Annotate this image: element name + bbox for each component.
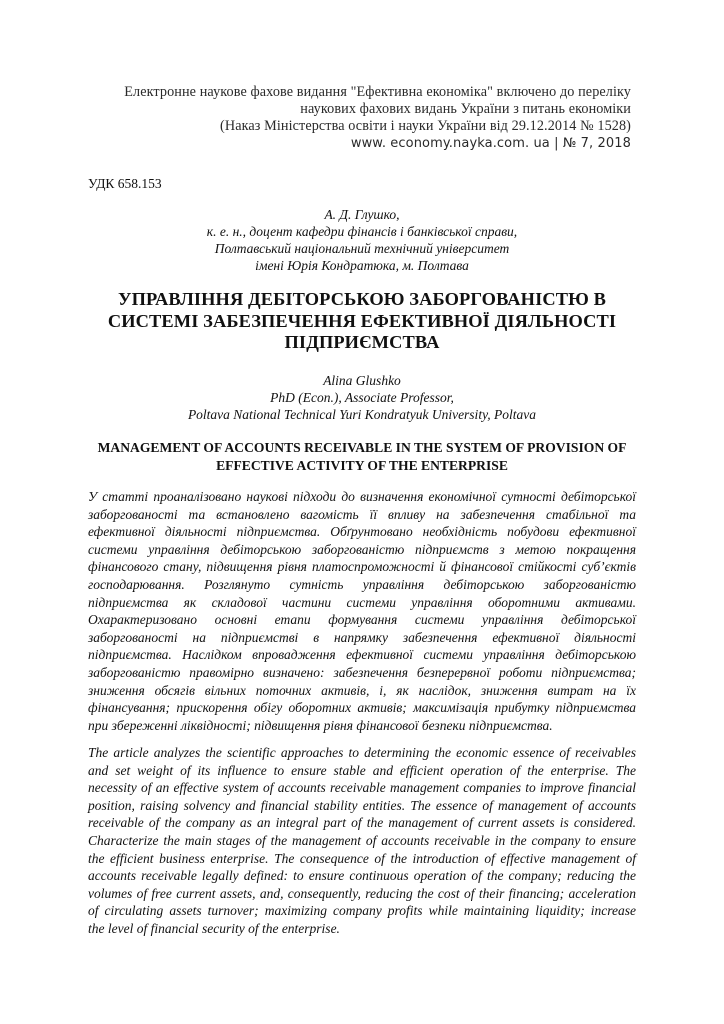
title-en-line-2: EFFECTIVE ACTIVITY OF THE ENTERPRISE (216, 457, 508, 473)
abstract-line: господарювання. Розглянуто сутність управління дебіторською заборгованістю (88, 576, 636, 592)
author-en-block (88, 372, 636, 423)
abstract-line: фінансування; прискорення обігу оборотних активів; максимізація прибутку підприємства (88, 700, 636, 716)
abstract-line: receivable of the company as an integral part of the management of current assets is considered. (88, 815, 636, 831)
abstract-line: accounts receivable legally defined: to ensure continuous operation of the company; reducing the (88, 868, 636, 884)
abstract-line: and set weight of its influence to ensure stable and efficient operation of the enterprise. The (88, 762, 636, 778)
abstract-line: volumes of free current assets, and, consequently, reducing the cost of their financing; acceleration (88, 885, 636, 901)
title-en (88, 439, 636, 474)
title-ua-line-3: ПІДПРИЄМСТВА (284, 332, 440, 352)
abstract-line: Охарактеризовано основні етапи формування системи управління дебіторської (88, 612, 636, 628)
author-ua-city: імені Юрія Кондратюка, м. Полтава (255, 258, 469, 273)
abstract-line: фінансового стану, підвищення рівня платоспроможності й фінансової стійкості суб’єктів (88, 559, 636, 575)
author-ua-name: А. Д. Глушко, (324, 207, 400, 222)
udc-code: УДК 658.153 (88, 176, 162, 191)
journal-header-line-1: Електронне наукове фахове видання "Ефективна економіка" включено до переліку (124, 84, 631, 100)
abstract-line: підприємства. Наслідком впровадження ефективної системи управління дебіторською (88, 647, 636, 663)
abstract-line: У статті проаналізовано наукові підходи до визначення економічної сутності дебіторської (88, 489, 636, 504)
abstract-line: the efficient business enterprise. The consequence of the introduction of effective management of (88, 850, 636, 866)
title-en-line-1: MANAGEMENT OF ACCOUNTS RECEIVABLE IN THE SYSTEM OF PROVISION OF (97, 440, 627, 455)
journal-header-line-2: наукових фахових видань України з питань економіки (300, 101, 631, 117)
abstract-line: заборгованості на підприємстві в напрямку забезпечення ефективної діяльності (88, 629, 636, 645)
abstract-line: заборгованості та встановлено вагомість її впливу на забезпечення стабільної та (88, 506, 636, 522)
title-ua (88, 289, 636, 354)
abstract-line: зниження обсягів вільних поточних активів, і, як наслідок, зниження витрат на їх (88, 682, 636, 698)
abstract-line: при збереженні ліквідності; підвищення рівня фінансової безпеки підприємства. (88, 717, 553, 733)
author-en-name: Alina Glushko (323, 373, 401, 388)
author-ua-institution: Полтавський національний технічний університет (214, 241, 510, 256)
title-ua-line-2: СИСТЕМІ ЗАБЕЗПЕЧЕННЯ ЕФЕКТИВНОЇ ДІЯЛЬНОСТІ (107, 310, 617, 331)
abstract-ua (88, 488, 636, 734)
abstract-line: підприємства як складової частини системи управління оборотними активами. (88, 594, 636, 610)
abstract-line: ефективної діяльності підприємства. Обґрунтовано необхідність побудови ефективної (88, 524, 636, 540)
abstract-line: position, raising solvency and financial stability entities. The essence of management of accounts (88, 797, 636, 813)
abstract-line: заборгованістю правомірно визначено: забезпечення безперервної роботи підприємства; (88, 664, 636, 680)
abstract-line: The article analyzes the scientific approaches to determining the economic essence of receivables (88, 745, 636, 760)
abstract-line: Characterize the main stages of the management of accounts receivable in the company to ensure (88, 832, 636, 848)
journal-header-line-3: (Наказ Міністерства освіти і науки України від 29.12.2014 № 1528) (220, 118, 631, 134)
abstract-line: necessity of an effective system of accounts receivable management companies to improve financial (88, 780, 636, 796)
author-ua-block (88, 206, 636, 274)
author-en-institution: Poltava National Technical Yuri Kondratyuk University, Poltava (187, 407, 537, 422)
abstract-line: of circulating assets turnover; maximizing company profits while maintaining liquidity; increase (88, 903, 636, 919)
author-ua-position: к. е. н., доцент кафедри фінансів і банківської справи, (206, 224, 518, 239)
title-ua-line-1: УПРАВЛІННЯ ДЕБІТОРСЬКОЮ ЗАБОРГОВАНІСТЮ В (118, 289, 606, 309)
journal-header (71, 84, 631, 152)
abstract-line: системи управління дебіторською заборгованістю підприємств з метою покращення (88, 541, 636, 557)
abstract-line: the level of financial security of the enterprise. (88, 920, 340, 936)
abstract-en (88, 744, 636, 938)
author-en-position: PhD (Econ.), Associate Professor, (270, 390, 454, 405)
journal-header-url: www. economy.nayka.com. ua | № 7, 2018 (350, 136, 631, 151)
